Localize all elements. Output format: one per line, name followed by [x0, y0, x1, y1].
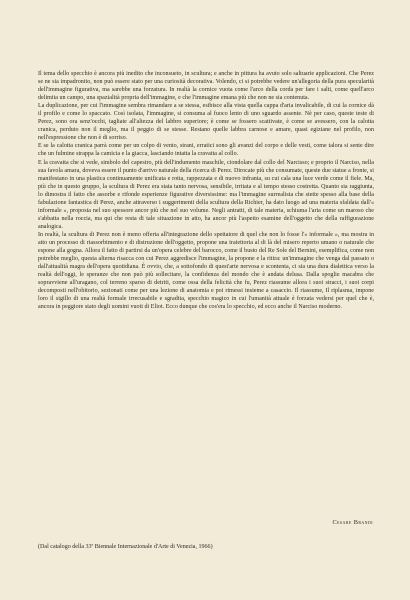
source-note: (Dal catalogo della 33ª Biennale Internazionale d'Arte di Venezia, 1966) [38, 544, 213, 550]
paragraph: In realtà, la scultura di Perez non è meno offerta all'integrazione dello spettatore di quel che non lo fosse l'« informale », ma mostra in atto un processo di riassorbimento e di distruzione dell'oggetto, propone una traiettoria al di là del misero reperto umano o naturale che espone alla gogna. Allora il fatto di partirsi da un'opera celebre del barocco, come il busto del Re Sole del Bernini, esemplifica, come non potrebbe meglio, questa alterna risacca con cui Perez aggredisce l'immagine, la propone e la ritira: un'immagine che venga dal passato o dall'attualità magra dell'opera quotidiana. È ovvio, che, a sottofondo di quest'arte nervosa e scontenta, ci sia una dura dialettica verso la realtà dell'oggi, le speranze che non può più sollecitare, la confidenza del mondo che è andata delusa. Dalla spoglie macabra che sopravviene all'uragano, col terreno sparso di detriti, come ossa della felicità che fu, Perez riassume allora i suoi stracci, i suoi corpi decomposti nell'obitorio, sezionati come per una lezione di anatomia e poi rimessi insieme a casaccio. Il riassume, Il riplasma, impone loro il sigillo di una realtà formale irrecusabile e sgradita, specchio magico in cui l'umanità attuale è forzata vedersi per quel che è, ancora in peggiore stato degli uomini vuoti di Eliot. Ecco dunque che cos'era lo specchio, ed ecco anche il Narciso moderno. [38, 231, 374, 311]
paragraph: E la cravatta che si vede, simbolo del capestro, più dell'indumento maschile, ciondolare dal collo del Narcisso; e proprio il Narciso, nella sua favola amara, doveva essere il punto d'arrivo naturale della ricerca di Perez. Dirocate più che consumate, queste due statue a fronte, si manifestano in una plastica continuamente unificata e rotta, rappezzata e di nuovo infranta, su cui cala una luce verde come il fiele. Ma, più che in questo gruppo, la scultura di Perez era stata tanto nervosa, sensibile, irritata e al tempo stesso costretta. Quanto sia raggiunta, lo dimostra il fatto che assorbe e rifonde esperienze figurative diversissime: ma l'immagine surrealista che stette spesso alla base della fabulazione fantastica di Perez, anche attraverso i suggerimenti della scultura della Richier, ha dato luogo ad una materia sfaldata dall'« informale », proposta nel suo spessore ancor più che nel suo volume. Negli antratti, di tale materia, schiuma l'aria come un maroso che s'abbatta nella roccia, ma qui che resta di tale situazione in atto, ha ancor più l'aspetto esamine dell'oggetto che della raffigurazione analogica. [38, 159, 375, 230]
paragraph: Il tema dello specchio è ancora più inedito che inconsueto, in scultura; e anche in pittura ha avuto solo saltuarie applicazioni. Che Perez se ne sia impadronito, non può essere stato per una curiosità decorativa. Volendo, ci si potrebbe vedere un'allegoria della pura specularità dell'immagine figurativa, ma sarebbe una forzatura. In realtà la cornice vuota come l'arco della corda per fare i salti, come quell'arco delimita un campo, una spazialità propria dell'immagine, e che l'immagine emana più che non ne sia contenuta. [38, 71, 374, 102]
paragraph: E se la calotta cranica parrà come per un colpo di vento, strani, erratici sono gli avanzi del corpo e delle vesti, come talora si sente dire che un fulmine strappa la camicia e la giacca, lasciando intatta la cravatta al collo. [38, 143, 374, 158]
essay-text [38, 70, 374, 311]
author-signature: Cesare Brandi [332, 519, 373, 526]
paragraph: La duplicazione, per cui l'immagine sembra rimandare a se stessa, esibisce alla vista quella cappa d'aria invalicabile, di cui la cornice dà il profilo e come lo spaccato. Così isolata, l'immagine, si consuma al fuoco lento di uno sguardo assente. Nè per caso, queste teste di Perez, sono ora senz'occhi, tagliate all'altezza del labbro superiore; è come se fossero scattivate, è come se avessero, con la calotta cranica, perduto non il meglio, ma il peggio di se stesse. Restano quelle labbra carnose e amare, quasi egiziane nel profilo, non nell'espressione che non è di sorriso. [38, 103, 374, 142]
